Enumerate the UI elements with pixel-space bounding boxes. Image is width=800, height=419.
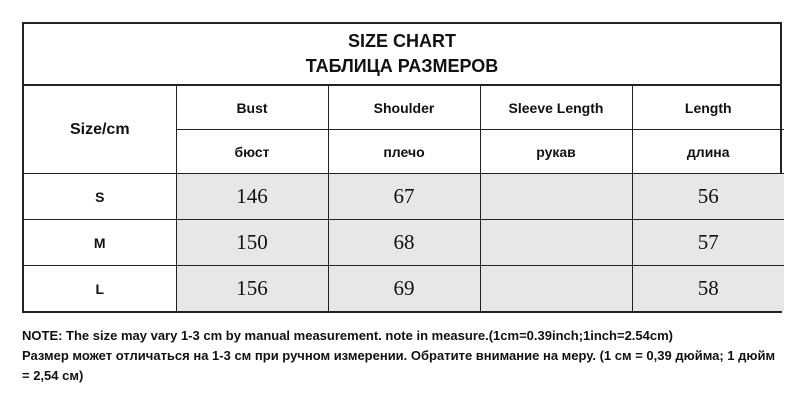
column-header-length: Length xyxy=(632,86,784,130)
column-header-sleeve-length: Sleeve Length xyxy=(480,86,632,130)
size-header-cell: Size/cm xyxy=(24,86,176,174)
size-label: S xyxy=(24,174,176,220)
table-cell: 68 xyxy=(328,220,480,266)
column-header-sleeve-length-ru: рукав xyxy=(480,130,632,174)
table-cell: 156 xyxy=(176,266,328,312)
table-cell: 58 xyxy=(632,266,784,312)
column-header-bust-ru: бюст xyxy=(176,130,328,174)
column-header-shoulder-ru: плечо xyxy=(328,130,480,174)
measurement-note xyxy=(22,326,782,386)
table-cell: 57 xyxy=(632,220,784,266)
size-label: M xyxy=(24,220,176,266)
table-cell: 150 xyxy=(176,220,328,266)
table-cell: 67 xyxy=(328,174,480,220)
chart-title-ru: ТАБЛИЦА РАЗМЕРОВ xyxy=(305,56,499,76)
table-cell xyxy=(480,220,632,266)
note-en: NOTE: The size may vary 1-3 cm by manual measurement. note in measure.(1cm=0.39inch;1inch=2.54cm) xyxy=(22,328,673,343)
table-row xyxy=(24,266,784,312)
column-header-shoulder: Shoulder xyxy=(328,86,480,130)
header-row-en xyxy=(24,86,784,130)
table-row xyxy=(24,174,784,220)
size-table xyxy=(24,86,784,311)
table-cell: 146 xyxy=(176,174,328,220)
size-label: L xyxy=(24,266,176,312)
chart-title-block xyxy=(24,24,780,86)
chart-title-en: SIZE CHART xyxy=(348,31,456,51)
column-header-bust: Bust xyxy=(176,86,328,130)
table-row xyxy=(24,220,784,266)
note-ru: Размер может отличаться на 1-3 см при ручном измерении. Обратите внимание на меру. (1 см = 0,39 дюйма; 1 дюйм = 2,54 см) xyxy=(22,348,776,383)
table-cell: 56 xyxy=(632,174,784,220)
table-cell xyxy=(480,266,632,312)
column-header-length-ru: длина xyxy=(632,130,784,174)
table-cell xyxy=(480,174,632,220)
size-chart xyxy=(22,22,782,313)
table-cell: 69 xyxy=(328,266,480,312)
